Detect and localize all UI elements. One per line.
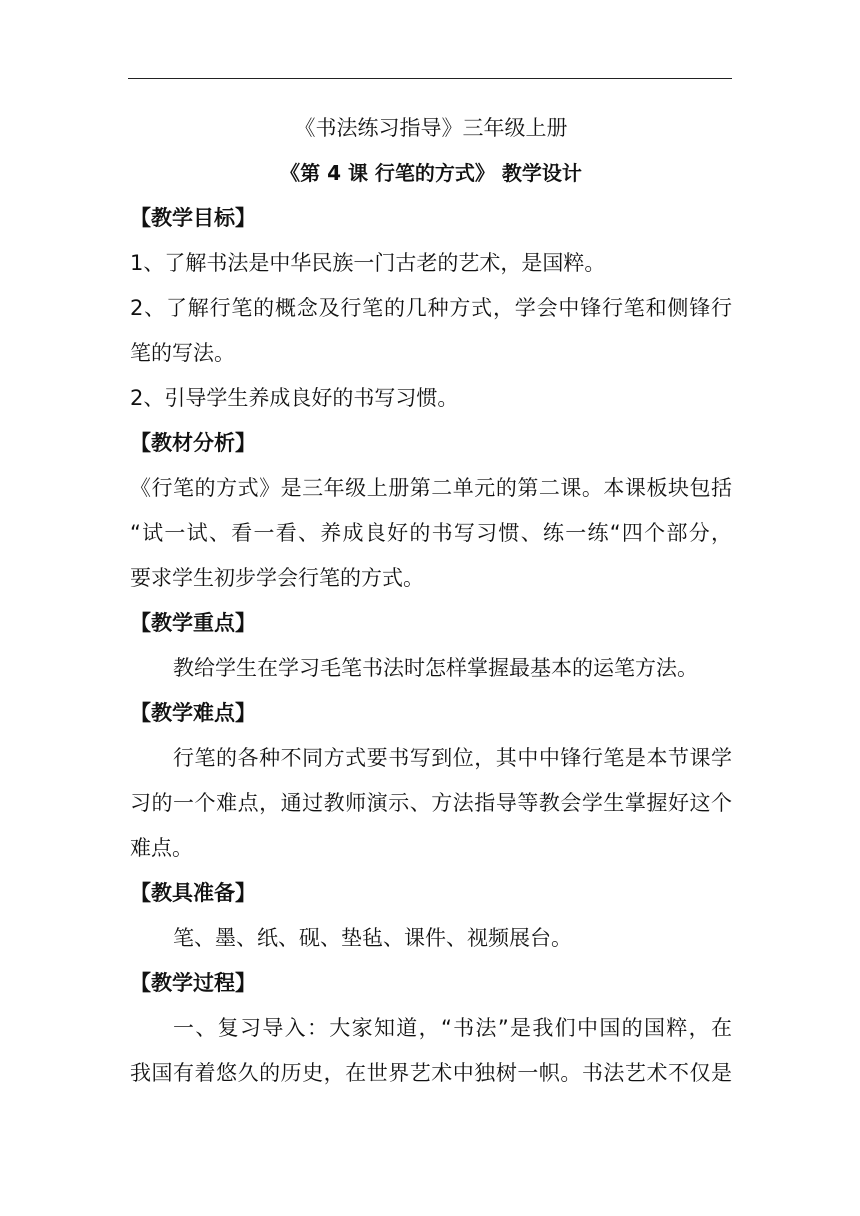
paragraph-line: 2、引导学生养成良好的书写习惯。 <box>130 386 459 410</box>
paragraph-line: 我国有着悠久的历史，在世界艺术中独树一帜。书法艺术不仅是 <box>130 1061 732 1085</box>
document-title: 《书法练习指导》三年级上册 <box>294 116 568 140</box>
document-subtitle: 《第 4 课 行笔的方式》 教学设计 <box>280 161 582 185</box>
section-heading-materials: 【教具准备】 <box>130 881 256 905</box>
section-heading-objectives: 【教学目标】 <box>130 206 256 230</box>
paragraph-line: 笔的写法。 <box>130 341 235 365</box>
paragraph-line: “试一试、看一看、养成良好的书写习惯、练一练“四个部分， <box>130 521 732 545</box>
header-rule <box>128 78 732 79</box>
paragraph-line: 难点。 <box>130 836 193 860</box>
section-heading-key-points: 【教学重点】 <box>130 611 256 635</box>
paragraph-line: 笔、墨、纸、砚、垫毡、课件、视频展台。 <box>173 926 572 950</box>
section-heading-difficulties: 【教学难点】 <box>130 701 256 725</box>
paragraph-line: 教给学生在学习毛笔书法时怎样掌握最基本的运笔方法。 <box>173 656 698 680</box>
section-heading-analysis: 【教材分析】 <box>130 431 256 455</box>
paragraph-line: 2、了解行笔的概念及行笔的几种方式，学会中锋行笔和侧锋行 <box>130 296 732 320</box>
paragraph-line: 1、了解书法是中华民族一门古老的艺术，是国粹。 <box>130 251 606 275</box>
paragraph-line: 习的一个难点，通过教师演示、方法指导等教会学生掌握好这个 <box>130 791 732 815</box>
paragraph-line: 一、复习导入：大家知道，“书法”是我们中国的国粹，在 <box>173 1016 732 1040</box>
paragraph-line: 《行笔的方式》是三年级上册第二单元的第二课。本课板块包括 <box>130 476 732 500</box>
paragraph-line: 行笔的各种不同方式要书写到位，其中中锋行笔是本节课学 <box>173 746 732 770</box>
paragraph-line: 要求学生初步学会行笔的方式。 <box>130 566 424 590</box>
document-body <box>130 106 732 1096</box>
section-heading-process: 【教学过程】 <box>130 971 256 995</box>
